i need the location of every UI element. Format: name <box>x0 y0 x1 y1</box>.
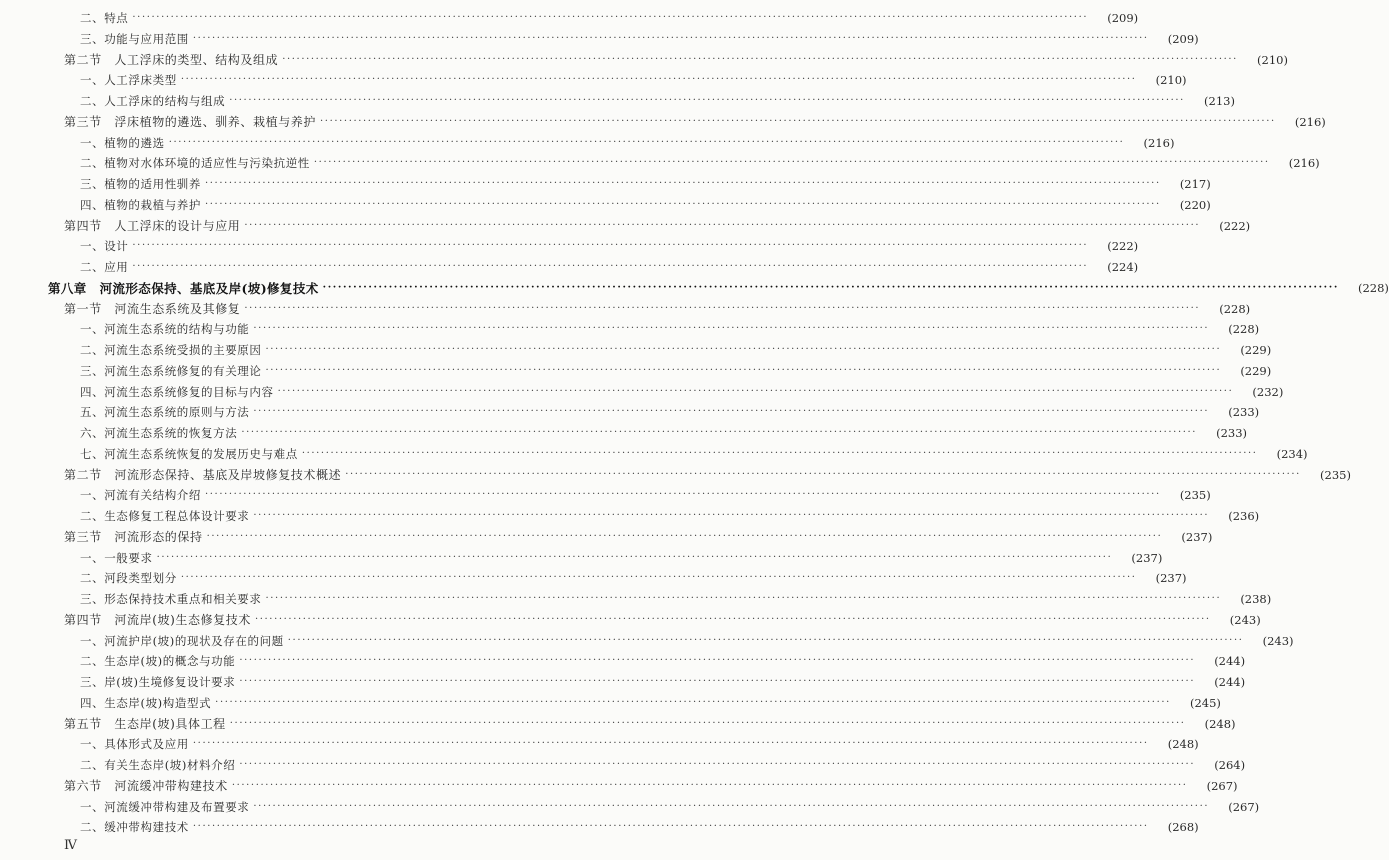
toc-item-row <box>0 568 1187 588</box>
leader-dots: ········································································································································································································ <box>205 178 1161 189</box>
toc-entry-page: (233) <box>1216 426 1248 440</box>
leader-dots: ········································································································································································································ <box>239 759 1196 770</box>
toc-item-row <box>0 29 1199 49</box>
toc-entry-page: (243) <box>1229 612 1261 627</box>
toc-entry-page: (232) <box>1252 384 1284 399</box>
toc-entry-title: 一、设计 <box>80 239 129 254</box>
toc-entry-page: (229) <box>1240 363 1272 378</box>
toc-entry-page: (213) <box>1204 94 1235 108</box>
toc-entry-title: 六、河流生态系统的恢复方法 <box>80 426 238 440</box>
toc-entry-title: 二、生态岸(坡)的概念与功能 <box>80 654 236 669</box>
toc-entry-title: 第三节 河流形态的保持 <box>64 530 203 545</box>
leader-dots: ········································································································································································································ <box>322 281 1339 293</box>
leader-dots: ········································································································································································································ <box>192 821 1149 833</box>
toc-entry-title: 二、缓冲带构建技术 <box>80 820 189 835</box>
toc-item-row <box>0 423 1248 443</box>
toc-section-row <box>0 216 1251 236</box>
toc-section-row <box>0 299 1251 319</box>
toc-entry-page: (237) <box>1181 529 1213 544</box>
leader-dots: ········································································································································································································ <box>253 510 1210 521</box>
toc-entry-page: (234) <box>1276 446 1308 461</box>
toc-entry-title: 第五节 生态岸(坡)具体工程 <box>64 717 226 731</box>
leader-dots: ········································································································································································································ <box>229 95 1185 106</box>
toc-entry-page: (238) <box>1240 592 1272 606</box>
leader-dots: ········································································································································································································ <box>206 530 1163 542</box>
leader-dots: ········································································································································································································ <box>180 572 1137 584</box>
toc-entry-title: 一、河流生态系统的结构与功能 <box>80 322 250 337</box>
toc-entry-title: 第八章 河流形态保持、基底及岸(坡)修复技术 <box>48 280 319 296</box>
toc-item-row <box>0 631 1294 651</box>
toc-entry-title: 第四节 人工浮床的设计与应用 <box>64 219 241 233</box>
toc-entry-page: (248) <box>1204 716 1236 731</box>
toc-entry-title: 二、河流生态系统受损的主要原因 <box>80 343 262 357</box>
leader-dots: ········································································································································································································ <box>313 157 1270 169</box>
toc-entry-page: (209) <box>1107 11 1139 25</box>
toc-item-row <box>0 651 1246 671</box>
toc-item-row <box>0 506 1260 526</box>
toc-item-row <box>0 195 1211 215</box>
leader-dots: ········································································································································································································ <box>253 323 1210 335</box>
toc-entry-title: 一、人工浮床类型 <box>80 73 177 88</box>
toc-item-row <box>0 548 1163 568</box>
toc-item-row <box>0 361 1272 381</box>
toc-entry-page: (244) <box>1214 654 1246 669</box>
page-folio: Ⅳ <box>64 838 77 853</box>
toc-entry-title: 一、具体形式及应用 <box>80 737 189 752</box>
toc-entry-page: (210) <box>1155 73 1187 88</box>
toc-entry-page: (209) <box>1167 31 1199 46</box>
toc-entry-title: 第二节 河流形态保持、基底及岸坡修复技术概述 <box>64 468 342 482</box>
toc-entry-title: 一、一般要求 <box>80 550 153 565</box>
toc-item-row <box>0 672 1246 692</box>
toc-item-row <box>0 257 1139 277</box>
toc-item-row <box>0 444 1308 464</box>
toc-section-row <box>0 112 1326 132</box>
leader-dots: ········································································································································································································ <box>205 198 1161 210</box>
toc-item-row <box>0 340 1272 360</box>
toc-entry-page: (216) <box>1294 114 1326 129</box>
leader-dots: ········································································································································································································ <box>231 779 1188 791</box>
toc-entry-title: 第六节 河流缓冲带构建技术 <box>64 779 228 794</box>
toc-item-row <box>0 91 1235 111</box>
toc-chapter-row <box>0 278 1389 298</box>
toc-section-row <box>0 465 1351 485</box>
toc-entry-page: (268) <box>1167 820 1199 835</box>
toc-entry-page: (235) <box>1179 488 1211 503</box>
toc-entry-title: 二、河段类型划分 <box>80 571 177 586</box>
toc-item-row <box>0 174 1211 194</box>
toc-item-row <box>0 8 1139 28</box>
toc-item-row <box>0 734 1199 754</box>
leader-dots: ········································································································································································································ <box>301 447 1258 459</box>
toc-item-row <box>0 589 1272 609</box>
toc-entry-page: (235) <box>1320 467 1351 482</box>
toc-item-row <box>0 236 1139 256</box>
toc-section-row <box>0 776 1238 796</box>
leader-dots: ········································································································································································································ <box>229 717 1186 729</box>
toc-item-row <box>0 319 1260 339</box>
toc-entry-page: (216) <box>1288 156 1320 171</box>
toc-entry-title: 二、植物对水体环境的适应性与污染抗逆性 <box>80 156 310 171</box>
toc-entry-page: (210) <box>1257 52 1288 67</box>
toc-entry-title: 四、生态岸(坡)构造型式 <box>80 695 212 710</box>
leader-dots: ········································································································································································································ <box>265 344 1222 355</box>
leader-dots: ········································································································································································································ <box>320 115 1276 127</box>
leader-dots: ········································································································································································································ <box>345 468 1301 480</box>
leader-dots: ········································································································································································································ <box>239 655 1196 667</box>
toc-item-row <box>0 153 1320 173</box>
toc-entry-title: 三、植物的适用性驯养 <box>80 177 201 191</box>
leader-dots: ········································································································································································································ <box>241 427 1198 438</box>
toc-entry-title: 第二节 人工浮床的类型、结构及组成 <box>64 53 279 67</box>
toc-item-row <box>0 402 1260 422</box>
toc-entry-title: 一、河流有关结构介绍 <box>80 488 201 503</box>
toc-entry-title: 一、植物的遴选 <box>80 135 165 150</box>
leader-dots: ········································································································································································································ <box>253 800 1210 812</box>
toc-entry-title: 二、应用 <box>80 260 129 274</box>
toc-entry-page: (228) <box>1219 301 1251 316</box>
toc-entry-page: (267) <box>1206 778 1238 793</box>
toc-item-row <box>0 382 1284 402</box>
leader-dots: ········································································································································································································ <box>192 738 1149 750</box>
toc-item-row <box>0 133 1175 153</box>
toc-entry-title: 四、河流生态系统修复的目标与内容 <box>80 384 274 399</box>
toc-entry-page: (267) <box>1228 799 1260 814</box>
toc-entry-page: (216) <box>1143 135 1175 150</box>
toc-section-row <box>0 50 1288 70</box>
leader-dots: ········································································································································································································ <box>244 302 1201 314</box>
leader-dots: ········································································································································································································ <box>180 74 1137 86</box>
leader-dots: ········································································································································································································ <box>287 634 1244 646</box>
toc-entry-page: (264) <box>1214 758 1246 772</box>
toc-item-row <box>0 693 1221 713</box>
toc-section-row <box>0 527 1213 547</box>
leader-dots: ········································································································································································································ <box>132 261 1089 272</box>
toc-entry-page: (224) <box>1107 260 1139 274</box>
leader-dots: ········································································································································································································ <box>239 676 1196 687</box>
toc-entry-page: (217) <box>1179 177 1211 191</box>
toc-entry-page: (236) <box>1228 509 1260 523</box>
toc-entry-page: (237) <box>1155 571 1187 586</box>
leader-dots: ········································································································································································································ <box>132 240 1089 252</box>
toc-item-row <box>0 485 1211 505</box>
leader-dots: ········································································································································································································ <box>277 385 1234 397</box>
toc-item-row <box>0 797 1260 817</box>
toc-entry-title: 一、河流护岸(坡)的现状及存在的问题 <box>80 633 284 648</box>
toc-entry-page: (243) <box>1262 633 1294 648</box>
toc-entry-title: 第一节 河流生态系统及其修复 <box>64 302 241 316</box>
leader-dots: ········································································································································································································ <box>265 593 1222 604</box>
leader-dots: ········································································································································································································ <box>192 32 1149 44</box>
toc-entry-title: 四、植物的栽植与养护 <box>80 197 201 212</box>
leader-dots: ········································································································································································································ <box>254 613 1211 625</box>
leader-dots: ········································································································································································································ <box>282 53 1238 65</box>
toc-entry-title: 三、岸(坡)生境修复设计要求 <box>80 675 236 689</box>
toc-entry-page: (233) <box>1228 405 1260 420</box>
toc-item-row <box>0 755 1246 775</box>
toc-entry-page: (229) <box>1240 343 1272 357</box>
toc-entry-page: (222) <box>1219 218 1251 233</box>
leader-dots: ········································································································································································································ <box>244 219 1201 231</box>
toc-entry-page: (220) <box>1179 197 1211 212</box>
leader-dots: ········································································································································································································ <box>132 12 1089 23</box>
leader-dots: ········································································································································································································ <box>253 406 1210 418</box>
toc-entry-title: 一、河流缓冲带构建及布置要求 <box>80 799 250 814</box>
toc-item-row <box>0 70 1187 90</box>
toc-entry-page: (245) <box>1189 695 1221 710</box>
toc-entry-page: (248) <box>1167 737 1199 752</box>
toc-entry-title: 第三节 浮床植物的遴选、驯养、栽植与养护 <box>64 115 317 130</box>
toc-entry-title: 二、特点 <box>80 11 129 25</box>
toc-entry-title: 三、功能与应用范围 <box>80 31 189 46</box>
leader-dots: ········································································································································································································ <box>215 696 1171 708</box>
toc-section-row <box>0 610 1261 630</box>
toc-entry-page: (244) <box>1214 675 1246 689</box>
toc-entry-page: (228) <box>1228 322 1260 337</box>
toc-entry-title: 五、河流生态系统的原则与方法 <box>80 405 250 420</box>
toc-entry-title: 三、河流生态系统修复的有关理论 <box>80 363 262 378</box>
toc-section-row <box>0 714 1236 734</box>
toc-entry-page: (222) <box>1107 239 1139 254</box>
toc-entry-title: 第四节 河流岸(坡)生态修复技术 <box>64 613 251 628</box>
toc-entry-title: 二、生态修复工程总体设计要求 <box>80 509 250 523</box>
leader-dots: ········································································································································································································ <box>156 551 1113 563</box>
leader-dots: ········································································································································································································ <box>265 364 1222 376</box>
leader-dots: ········································································································································································································ <box>168 136 1125 148</box>
toc-item-row <box>0 817 1199 837</box>
toc-entry-page: (228) <box>1358 280 1389 295</box>
leader-dots: ········································································································································································································ <box>205 489 1161 501</box>
toc-entry-title: 二、有关生态岸(坡)材料介绍 <box>80 758 236 772</box>
toc-entry-page: (237) <box>1131 550 1163 565</box>
toc-entry-title: 七、河流生态系统恢复的发展历史与难点 <box>80 446 298 461</box>
toc-entry-title: 二、人工浮床的结构与组成 <box>80 94 226 108</box>
toc-entry-title: 三、形态保持技术重点和相关要求 <box>80 592 262 606</box>
